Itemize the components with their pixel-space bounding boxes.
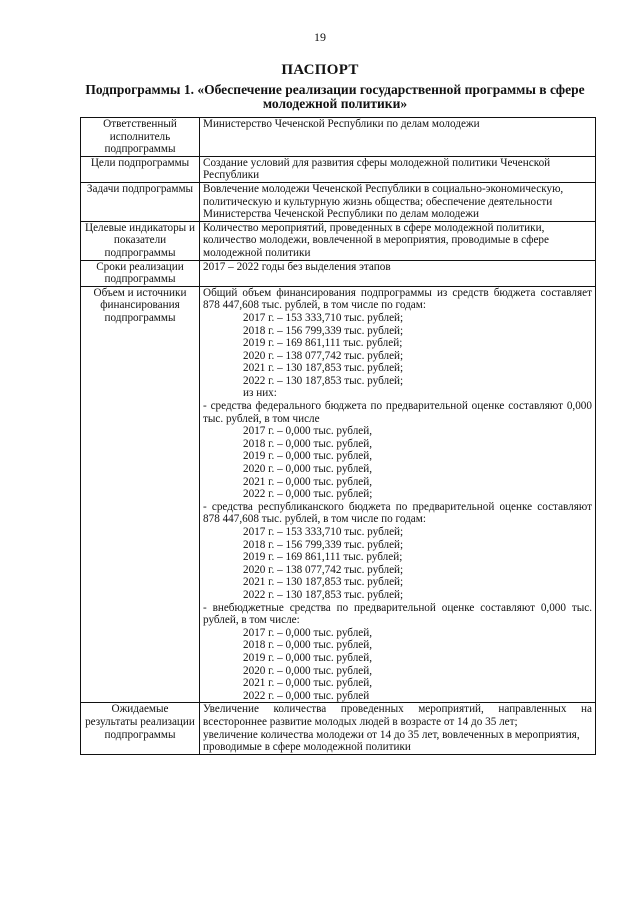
- extrabudget-intro: - внебюджетные средства по предварительной оценке составляют 0,000 тыс. рублей, в том числе:: [203, 601, 592, 627]
- value-responsible: Министерство Чеченской Республики по делам молодежи: [200, 118, 596, 157]
- value-terms: 2017 – 2022 годы без выделения этапов: [200, 260, 596, 286]
- label-goals: Цели подпрограммы: [81, 156, 200, 182]
- federal-year-line: 2019 г. – 0,000 тыс. рублей,: [243, 450, 373, 463]
- value-tasks: Вовлечение молодежи Чеченской Республики в социально-экономическую, политическую и культурную жизнь общества; обеспечение деятельности Министерства Чеченской Республики по делам молодежи: [200, 182, 596, 221]
- republic-year-line: 2022 г. – 130 187,853 тыс. рублей;: [243, 588, 404, 601]
- label-terms: Сроки реализации подпрограммы: [81, 260, 200, 286]
- row-financing: [81, 286, 596, 703]
- republic-year-line: 2018 г. – 156 799,339 тыс. рублей;: [243, 538, 404, 551]
- extrabudget-year-line: 2017 г. – 0,000 тыс. рублей,: [243, 626, 373, 639]
- extrabudget-year-line: 2021 г. – 0,000 тыс. рублей,: [243, 677, 373, 690]
- document-title: ПАСПОРТ: [281, 62, 359, 78]
- financing-year-line: 2020 г. – 138 077,742 тыс. рублей;: [243, 349, 404, 362]
- passport-table: [80, 117, 596, 755]
- expected-item: увеличение количества молодежи от 14 до 35 лет, вовлеченных в мероприятия, проводимые в сфере молодежной политики: [203, 728, 580, 754]
- financing-year-line: 2019 г. – 169 861,111 тыс. рублей;: [243, 337, 403, 350]
- federal-year-line: 2022 г. – 0,000 тыс. рублей;: [243, 488, 373, 501]
- page-number: 19: [314, 30, 326, 44]
- value-financing: [200, 286, 596, 703]
- republic-year-line: 2021 г. – 130 187,853 тыс. рублей;: [243, 576, 404, 589]
- extrabudget-year-line: 2019 г. – 0,000 тыс. рублей,: [243, 651, 373, 664]
- indicator-item: количество молодежи, вовлеченной в мероприятия, проводимые в сфере молодежной политики: [203, 234, 549, 259]
- extrabudget-year-line: 2020 г. – 0,000 тыс. рублей,: [243, 664, 373, 677]
- row-tasks: [81, 182, 596, 221]
- label-responsible: Ответственный исполнитель подпрограммы: [81, 118, 200, 157]
- document-subtitle: Подпрограммы 1. «Обеспечение реализации государственной программы в сфере молодежной политики»: [85, 82, 585, 111]
- federal-year-line: 2020 г. – 0,000 тыс. рублей,: [243, 463, 373, 476]
- indicator-item: Количество мероприятий, проведенных в сфере молодежной политики,: [203, 221, 545, 234]
- financing-of-them: из них:: [243, 387, 277, 400]
- expected-item: Увеличение количества проведенных мероприятий, направленных на всестороннее развитие молодых людей в возрасте от 14 до 35 лет;: [203, 703, 592, 728]
- row-responsible: [81, 118, 596, 157]
- financing-year-line: 2018 г. – 156 799,339 тыс. рублей;: [243, 324, 404, 337]
- republic-year-line: 2017 г. – 153 333,710 тыс. рублей;: [243, 526, 404, 538]
- financing-year-line: 2021 г. – 130 187,853 тыс. рублей;: [243, 362, 404, 375]
- financing-year-line: 2022 г. – 130 187,853 тыс. рублей;: [243, 374, 404, 387]
- row-indicators: [81, 221, 596, 260]
- value-goals: Создание условий для развития сферы молодежной политики Чеченской Республики: [200, 156, 596, 182]
- extrabudget-year-line: 2018 г. – 0,000 тыс. рублей,: [243, 639, 373, 652]
- label-financing: Объем и источники финансирования подпрограммы: [81, 286, 200, 703]
- federal-year-line: 2021 г. – 0,000 тыс. рублей,: [243, 475, 373, 488]
- republic-year-line: 2019 г. – 169 861,111 тыс. рублей;: [243, 551, 403, 564]
- label-indicators: Целевые индикаторы и показатели подпрограммы: [81, 221, 200, 260]
- financing-intro: Общий объем финансирования подпрограммы из средств бюджета составляет 878 447,608 тыс. рублей, в том числе по годам:: [203, 286, 592, 312]
- row-expected: [81, 703, 596, 754]
- financing-year-line: 2017 г. – 153 333,710 тыс. рублей;: [243, 311, 404, 324]
- label-expected: Ожидаемые результаты реализации подпрограммы: [81, 703, 200, 754]
- value-indicators: [200, 221, 596, 260]
- row-terms: [81, 260, 596, 286]
- federal-year-line: 2017 г. – 0,000 тыс. рублей,: [243, 425, 373, 438]
- federal-year-line: 2018 г. – 0,000 тыс. рублей,: [243, 437, 373, 450]
- label-tasks: Задачи подпрограммы: [81, 182, 200, 221]
- row-goals: [81, 156, 596, 182]
- value-expected: [200, 703, 596, 754]
- republic-intro: - средства республиканского бюджета по предварительной оценке составляют 878 447,608 тыс. рублей, в том числе по годам:: [203, 500, 592, 526]
- republic-year-line: 2020 г. – 138 077,742 тыс. рублей;: [243, 563, 404, 576]
- federal-intro: - средства федерального бюджета по предварительной оценке составляют 0,000 тыс. рублей, в том числе: [203, 400, 592, 425]
- extrabudget-year-line: 2022 г. – 0,000 тыс. рублей: [243, 689, 370, 702]
